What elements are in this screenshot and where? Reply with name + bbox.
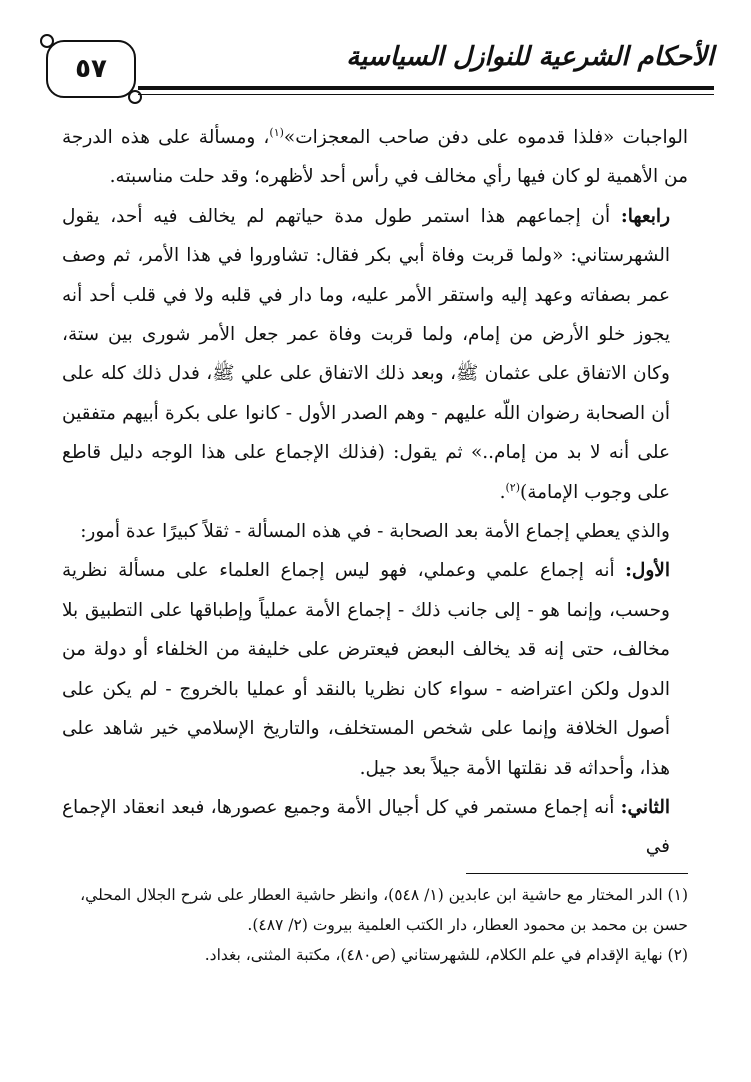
paragraph-2-end: . — [499, 481, 506, 503]
main-text — [62, 118, 688, 867]
footnote-separator — [466, 873, 688, 874]
paragraph-4-lead: الأول: — [625, 560, 670, 582]
footnote-1-line-2: حسن بن محمد بن محمود العطار، دار الكتب العلمية بيروت (٢/ ٤٨٧). — [247, 916, 688, 934]
paragraph-4 — [62, 551, 688, 787]
footnote-1-line-1: (١) الدر المختار مع حاشية ابن عابدين (١/ ٥٤٨)، وانظر حاشية العطار على شرح الجلال المحلي، — [80, 886, 688, 904]
page-header — [46, 38, 714, 100]
footnote-ref-1: (١) — [269, 125, 284, 139]
page-number-frame — [46, 40, 136, 98]
footnote-2: (٢) نهاية الإقدام في علم الكلام، للشهرستاني (ص٤٨٠)، مكتبة المثنى، بغداد. — [204, 946, 688, 964]
paragraph-2-text: أن إجماعهم هذا استمر طول مدة حياتهم لم يخالف فيه أحد، يقول الشهرستاني: «ولما قربت وفاة أبي بكر فقال: تشاوروا في هذا الأمر، ثم وصف عمر بصفاته وعهد إليه واستقر الأمر عليه، وما دار في قلبه ولا في قلب أحد أنه يجوز خلو الأرض من إمام، ولما قربت وفاة عمر جعل الأمر شورى بين ستة، وكان الاتفاق على عثمان ﷺ، وبعد ذلك الاتفاق على علي ﷺ، فدل ذلك كله على أن الصحابة رضوان اللّه عليهم - وهم الصدر الأول - كانوا على بكرة أبيهم متفقين على أنه لا بد من إمام..» ثم يقول: (فذلك الإجماع على هذا الوجه دليل قاطع على وجوب الإمامة) — [62, 205, 670, 503]
footnote-ref-2: (٢) — [505, 480, 521, 494]
footnotes — [62, 880, 688, 970]
page-number: ٥٧ — [75, 54, 107, 84]
paragraph-1-line-1: الواجبات «فلذا قدموه على دفن صاحب المعجزات» — [283, 127, 688, 148]
paragraph-3-text: والذي يعطي إجماع الأمة بعد الصحابة - في هذه المسألة - ثقلاً كبيرًا عدة أمور: — [80, 521, 670, 543]
paragraph-5-lead: الثاني: — [620, 796, 671, 818]
paragraph-5 — [62, 788, 688, 867]
paragraph-5-text: أنه إجماع مستمر في كل أجيال الأمة وجميع عصورها، فبعد انعقاد الإجماع في — [62, 796, 670, 858]
paragraph-1-rest: ، ومسألة على هذه الدرجة من الأهمية لو كان فيها رأي مخالف في رأس أحد لأظهره؛ وقد حلت مناسبته. — [62, 127, 688, 188]
paragraph-1 — [62, 118, 688, 197]
paragraph-3 — [62, 512, 688, 551]
running-title: الأحكام الشرعية للنوازل السياسية — [346, 42, 714, 72]
paragraph-2 — [62, 197, 688, 512]
paragraph-4-text: أنه إجماع علمي وعملي، فهو ليس إجماع العلماء على مسألة نظرية وحسب، وإنما هو - إلى جانب ذلك - إجماع الأمة عملياً وإطباقها على التطبيق بلا مخالف، حتى إنه قد يخالف البعض فيعترض على خليفة من الخلفاء أو دولة من الدول ولكن اعتراضه - سواء كان نظريا بالنقد أو عمليا بالخروج - لم يكن على أصول الخلافة وإنما على شخص المستخلف، والتاريخ الإسلامي خير شاهد على هذا، وأحداثه قد نقلتها الأمة جيلاً بعد جيل. — [62, 560, 670, 779]
header-rule-thick — [138, 86, 714, 90]
paragraph-2-lead: رابعها: — [620, 205, 670, 227]
header-rule-thin — [138, 94, 714, 95]
